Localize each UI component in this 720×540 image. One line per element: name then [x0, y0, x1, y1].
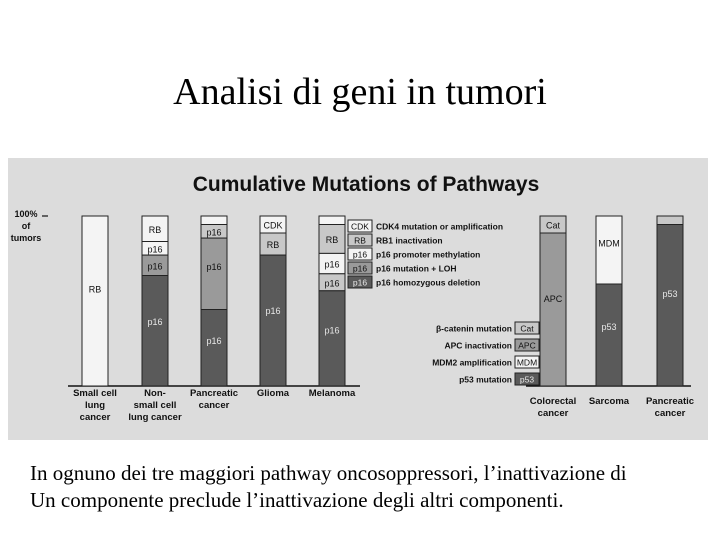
bar-segment-label: RB [325, 234, 339, 245]
bar-segment [82, 216, 108, 386]
legend-text: p16 mutation + LOH [376, 263, 457, 274]
bar-segment [142, 276, 168, 387]
bar-segment [260, 255, 286, 386]
legend-key: APC [518, 340, 536, 351]
slide-title: Analisi di geni in tumori [173, 71, 547, 113]
bar-segment [657, 216, 683, 225]
legend-text: APC inactivation [444, 340, 512, 351]
category-label: Non- [144, 388, 166, 399]
bar-segment [596, 284, 622, 386]
category-label: Melanoma [308, 388, 356, 399]
bar-segment-label: Cat [545, 220, 561, 231]
legend-key: CDK [351, 221, 369, 232]
legend-key: RB [354, 235, 366, 246]
bar-segment-label: p16 [147, 244, 163, 255]
y-axis-label-line: 100% [14, 209, 38, 219]
category-label: Glioma [256, 388, 290, 399]
bar-segment-label: p53 [601, 321, 617, 332]
y-axis-label-line: tumors [10, 233, 42, 243]
legend-key: p16 [352, 249, 368, 260]
category-label: Small cell [73, 388, 117, 399]
category-label: cancer [537, 408, 569, 419]
bar-segment-label: p16 [324, 325, 340, 336]
legend-key: Cat [520, 323, 534, 334]
legend-text: MDM2 amplification [432, 357, 512, 368]
bar-segment-label: MDM [598, 238, 620, 249]
bar-segment-label: p16 [206, 335, 222, 346]
bar-segment-label: APC [543, 293, 563, 304]
category-label: cancer [198, 400, 230, 411]
bar-segment [201, 238, 227, 309]
legend-text: p16 homozygous deletion [376, 277, 481, 288]
bar-segment-label: CDK [263, 220, 283, 231]
bar-segment-label: p53 [662, 289, 678, 300]
bar-segment-label: p16 [324, 278, 340, 289]
bar-segment-label: p16 [206, 227, 222, 238]
bar-segment-label: RB [88, 284, 102, 295]
bar-segment-label: p16 [265, 306, 281, 317]
bar-segment [201, 310, 227, 387]
bar-segment [319, 291, 345, 386]
category-label: Pancreatic [645, 396, 695, 407]
legend-key: MDM [516, 357, 538, 368]
category-label: cancer [654, 408, 686, 419]
caption-line-1: In ognuno dei tre maggiori pathway oncosoppressori, l’inattivazione di [30, 461, 627, 485]
y-axis-label-line: of [21, 221, 31, 231]
legend-key: p53 [519, 374, 535, 385]
bar-segment [319, 216, 345, 225]
legend-key: p16 [352, 277, 368, 288]
bar-segment [596, 216, 622, 284]
slide-caption [30, 460, 720, 514]
chart-figure [8, 158, 708, 440]
legend-text: β-catenin mutation [435, 323, 512, 334]
legend-text: p16 promoter methylation [376, 249, 481, 260]
bar-segment [201, 216, 227, 225]
bar-segment [657, 225, 683, 387]
bar-segment-label: p16 [147, 317, 163, 328]
category-label: cancer [79, 412, 111, 423]
bar-segment-label: p16 [147, 261, 163, 272]
caption-line-2: Un componente preclude l’inattivazione degli altri componenti. [30, 488, 564, 512]
chart-svg [8, 158, 708, 440]
category-label: lung cancer [128, 412, 182, 423]
category-label: Pancreatic [189, 388, 239, 399]
category-label: lung [84, 400, 106, 411]
category-label: Sarcoma [588, 396, 630, 407]
bar-segment-label: RB [148, 224, 162, 235]
bar-segment-label: p16 [324, 259, 340, 270]
category-label: Colorectal [529, 396, 577, 407]
legend-key: p16 [352, 263, 368, 274]
bar-segment-label: RB [266, 240, 280, 251]
legend-text: p53 mutation [459, 374, 512, 385]
bar-segment [540, 233, 566, 386]
chart-title: Cumulative Mutations of Pathways [192, 173, 540, 196]
bar-segment-label: p16 [206, 262, 222, 273]
legend-text: RB1 inactivation [376, 235, 443, 246]
category-label: small cell [133, 400, 177, 411]
legend-text: CDK4 mutation or amplification [376, 221, 504, 232]
